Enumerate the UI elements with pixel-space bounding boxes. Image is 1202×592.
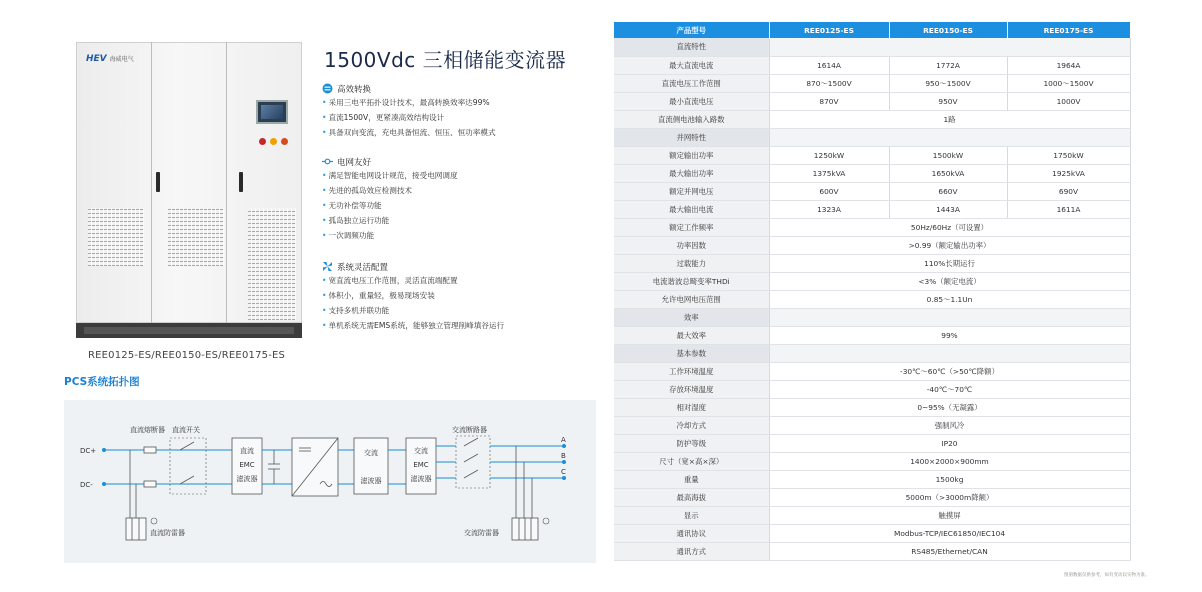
dc-plus-label: DC+ <box>80 447 97 455</box>
feature-item: • 具备双向变流，充电具备恒流、恒压、恒功率模式 <box>322 125 496 140</box>
svg-text:直流: 直流 <box>240 447 254 455</box>
spec-row <box>614 164 1130 182</box>
ac-breaker <box>456 436 490 488</box>
spec-value: 950～1500V <box>889 74 1007 92</box>
spec-value: >0.99（额定输出功率） <box>769 236 1130 254</box>
spec-value: 1500kW <box>889 146 1007 164</box>
spec-value: 1400×2000×900mm <box>769 452 1130 470</box>
spec-value: 1772A <box>889 56 1007 74</box>
spec-row <box>614 146 1130 164</box>
spec-row <box>614 110 1130 128</box>
feature-item: • 先进的孤岛效应检测技术 <box>322 183 458 198</box>
grid-icon <box>322 156 333 167</box>
touch-screen <box>256 100 288 124</box>
phase-a-terminal <box>562 444 566 448</box>
feature-item: • 采用三电平拓扑设计技术，最高转换效率达99% <box>322 95 496 110</box>
feature-heading: 系统灵活配置 <box>322 260 504 273</box>
spec-label: 效率 <box>614 308 769 326</box>
header-cell: REE0175-ES <box>1007 22 1130 38</box>
svg-text:滤波器: 滤波器 <box>360 477 382 485</box>
spec-label: 额定并网电压 <box>614 182 769 200</box>
feature-item: • 满足智能电网设计规范，接受电网调度 <box>322 168 458 183</box>
spec-value: 1650kVA <box>889 164 1007 182</box>
spec-value: 1路 <box>769 110 1130 128</box>
dc-minus-label: DC- <box>80 481 93 489</box>
spec-value: 5000m（>3000m降额） <box>769 488 1130 506</box>
spec-label: 额定输出功率 <box>614 146 769 164</box>
dc-surge-protector <box>126 518 146 540</box>
dc-fuse <box>144 481 156 487</box>
switch-contact <box>180 442 194 450</box>
spec-value: 660V <box>889 182 1007 200</box>
spec-label: 直流侧电池输入路数 <box>614 110 769 128</box>
spec-label: 通讯方式 <box>614 542 769 560</box>
svg-text:EMC: EMC <box>413 461 429 469</box>
spec-section-fill <box>769 344 1130 362</box>
spec-label: 最高海拔 <box>614 488 769 506</box>
topology-title: PCS系统拓扑图 <box>64 376 140 388</box>
vent-grille <box>168 208 224 266</box>
svg-text:滤波器: 滤波器 <box>410 475 432 483</box>
spec-row <box>614 200 1130 218</box>
feature-item: • 直流1500V，更紧凑高效结构设计 <box>322 110 496 125</box>
spec-value: 1323A <box>769 200 889 218</box>
spec-row <box>614 272 1130 290</box>
spec-row <box>614 290 1130 308</box>
spec-label: 显示 <box>614 506 769 524</box>
dc-fuse <box>144 447 156 453</box>
door-handle <box>156 172 160 192</box>
feature-item: • 一次调频功能 <box>322 228 458 243</box>
feature-group-efficiency <box>322 82 496 140</box>
spec-value: <3%（额定电流） <box>769 272 1130 290</box>
header-cell: 产品型号 <box>614 22 769 38</box>
spec-label: 基本参数 <box>614 344 769 362</box>
spec-value: 1000V <box>1007 92 1130 110</box>
cabinet-logo: HEV 海威电气 <box>86 54 134 64</box>
spec-row <box>614 56 1130 74</box>
door-handle <box>239 172 243 192</box>
header-cell: REE0125-ES <box>769 22 889 38</box>
feature-group-config <box>322 260 504 333</box>
dc-surge-label: 直流防雷器 <box>150 529 185 537</box>
svg-text:交流: 交流 <box>414 447 428 455</box>
config-icon <box>322 261 333 272</box>
indicator-light <box>270 138 277 145</box>
vent-grille <box>248 208 296 320</box>
spec-label: 重量 <box>614 470 769 488</box>
spec-section-fill <box>769 38 1130 56</box>
spec-label: 最小直流电压 <box>614 92 769 110</box>
phase-c-terminal <box>562 476 566 480</box>
spec-value: 1750kW <box>1007 146 1130 164</box>
spec-value: 50Hz/60Hz（可设置） <box>769 218 1130 236</box>
spec-value: 1375kVA <box>769 164 889 182</box>
spec-value: RS485/Ethernet/CAN <box>769 542 1130 560</box>
model-caption: REE0125-ES/REE0150-ES/REE0175-ES <box>88 350 286 361</box>
feature-heading: 电网友好 <box>322 155 458 168</box>
spec-value: 110%长期运行 <box>769 254 1130 272</box>
spec-section-fill <box>769 128 1130 146</box>
spec-label: 并网特性 <box>614 128 769 146</box>
phase-b-label: B <box>561 452 566 460</box>
spec-value: 690V <box>1007 182 1130 200</box>
spec-table <box>614 22 1131 561</box>
spec-label: 最大输出电流 <box>614 200 769 218</box>
page-title: 1500Vdc 三相储能变流器 <box>324 48 567 72</box>
spec-value: 870～1500V <box>769 74 889 92</box>
spec-row <box>614 416 1130 434</box>
feature-heading: 高效转换 <box>322 82 496 95</box>
dc-switch <box>170 438 206 494</box>
switch-contact <box>180 476 194 484</box>
feature-item: • 单机系统无需EMS系统，能够独立管理削峰填谷运行 <box>322 318 504 333</box>
spec-row <box>614 488 1130 506</box>
spec-label: 相对湿度 <box>614 398 769 416</box>
spec-row <box>614 434 1130 452</box>
topology-diagram <box>64 400 596 563</box>
phase-b-terminal <box>562 460 566 464</box>
spec-value: 600V <box>769 182 889 200</box>
spec-value: -40℃～70℃ <box>769 380 1130 398</box>
spec-row <box>614 326 1130 344</box>
spec-label: 尺寸（宽×高×深） <box>614 452 769 470</box>
ac-filter <box>354 438 388 494</box>
indicator-light <box>259 138 266 145</box>
spec-row <box>614 182 1130 200</box>
ac-breaker-label: 交流断路器 <box>452 426 487 434</box>
spec-label: 额定工作频率 <box>614 218 769 236</box>
spec-row <box>614 542 1130 560</box>
spec-row <box>614 74 1130 92</box>
spec-label: 工作环境温度 <box>614 362 769 380</box>
spec-section-row <box>614 38 1130 56</box>
spec-value: 触摸屏 <box>769 506 1130 524</box>
spec-value: 950V <box>889 92 1007 110</box>
dc-fuse-label: 直流熔断器 <box>130 426 165 434</box>
spec-value: 0~95%（无凝露） <box>769 398 1130 416</box>
spec-row <box>614 380 1130 398</box>
feature-item: • 宽直流电压工作范围，灵活直流端配置 <box>322 273 504 288</box>
door-seam <box>151 42 152 323</box>
spec-label: 直流电压工作范围 <box>614 74 769 92</box>
spec-label: 直流特性 <box>614 38 769 56</box>
ground-icon <box>543 518 549 524</box>
spec-row <box>614 452 1130 470</box>
spec-value: 1614A <box>769 56 889 74</box>
spec-value: Modbus-TCP/IEC61850/IEC104 <box>769 524 1130 542</box>
spec-label: 最大直流电流 <box>614 56 769 74</box>
spec-section-row <box>614 308 1130 326</box>
spec-label: 通讯协议 <box>614 524 769 542</box>
spec-value: 870V <box>769 92 889 110</box>
spec-value: 1925kVA <box>1007 164 1130 182</box>
spec-value: 1250kW <box>769 146 889 164</box>
spec-label: 功率因数 <box>614 236 769 254</box>
spec-label: 冷却方式 <box>614 416 769 434</box>
spec-value: 1611A <box>1007 200 1130 218</box>
spec-header-row <box>614 22 1130 38</box>
feature-item: • 无功补偿等功能 <box>322 198 458 213</box>
product-image <box>76 42 302 338</box>
ground-icon <box>151 518 157 524</box>
spec-label: 过载能力 <box>614 254 769 272</box>
spec-value: 1443A <box>889 200 1007 218</box>
dc-switch-label: 直流开关 <box>172 426 200 434</box>
spec-section-row <box>614 128 1130 146</box>
spec-section-row <box>614 344 1130 362</box>
phase-a-label: A <box>561 436 566 444</box>
header-cell: REE0150-ES <box>889 22 1007 38</box>
spec-value: 强制风冷 <box>769 416 1130 434</box>
spec-value: IP20 <box>769 434 1130 452</box>
svg-text:滤波器: 滤波器 <box>236 475 258 483</box>
spec-value: -30℃～60℃（>50℃降额） <box>769 362 1130 380</box>
footnote: 图册数据仅供参考，如有变动以实物为准。 <box>1064 573 1150 578</box>
spec-row <box>614 362 1130 380</box>
svg-text:EMC: EMC <box>239 461 255 469</box>
vent-grille <box>88 208 144 266</box>
spec-value: 1000～1500V <box>1007 74 1130 92</box>
spec-value: 99% <box>769 326 1130 344</box>
spec-label: 最大输出功率 <box>614 164 769 182</box>
spec-value: 1500kg <box>769 470 1130 488</box>
spec-label: 防护等级 <box>614 434 769 452</box>
spec-label: 存放环境温度 <box>614 380 769 398</box>
ac-surge-label: 交流防雷器 <box>464 529 499 537</box>
feature-item: • 孤岛独立运行功能 <box>322 213 458 228</box>
spec-row <box>614 254 1130 272</box>
spec-section-fill <box>769 308 1130 326</box>
feature-group-grid <box>322 155 458 243</box>
spec-label: 最大效率 <box>614 326 769 344</box>
spec-value: 1964A <box>1007 56 1130 74</box>
feature-item: • 支持多机并联功能 <box>322 303 504 318</box>
phase-c-label: C <box>561 468 566 476</box>
efficiency-icon <box>322 83 333 94</box>
cabinet-base <box>76 323 302 338</box>
spec-row <box>614 218 1130 236</box>
spec-row <box>614 236 1130 254</box>
svg-text:交流: 交流 <box>364 449 378 457</box>
spec-label: 允许电网电压范围 <box>614 290 769 308</box>
spec-row <box>614 524 1130 542</box>
spec-row <box>614 398 1130 416</box>
spec-row <box>614 506 1130 524</box>
spec-label: 电流谐波总畸变率THDi <box>614 272 769 290</box>
emergency-stop-button <box>281 138 288 145</box>
spec-row <box>614 92 1130 110</box>
door-seam <box>226 42 227 323</box>
spec-value: 0.85～1.1Un <box>769 290 1130 308</box>
feature-item: • 体积小，重量轻，极易现场安装 <box>322 288 504 303</box>
spec-row <box>614 470 1130 488</box>
